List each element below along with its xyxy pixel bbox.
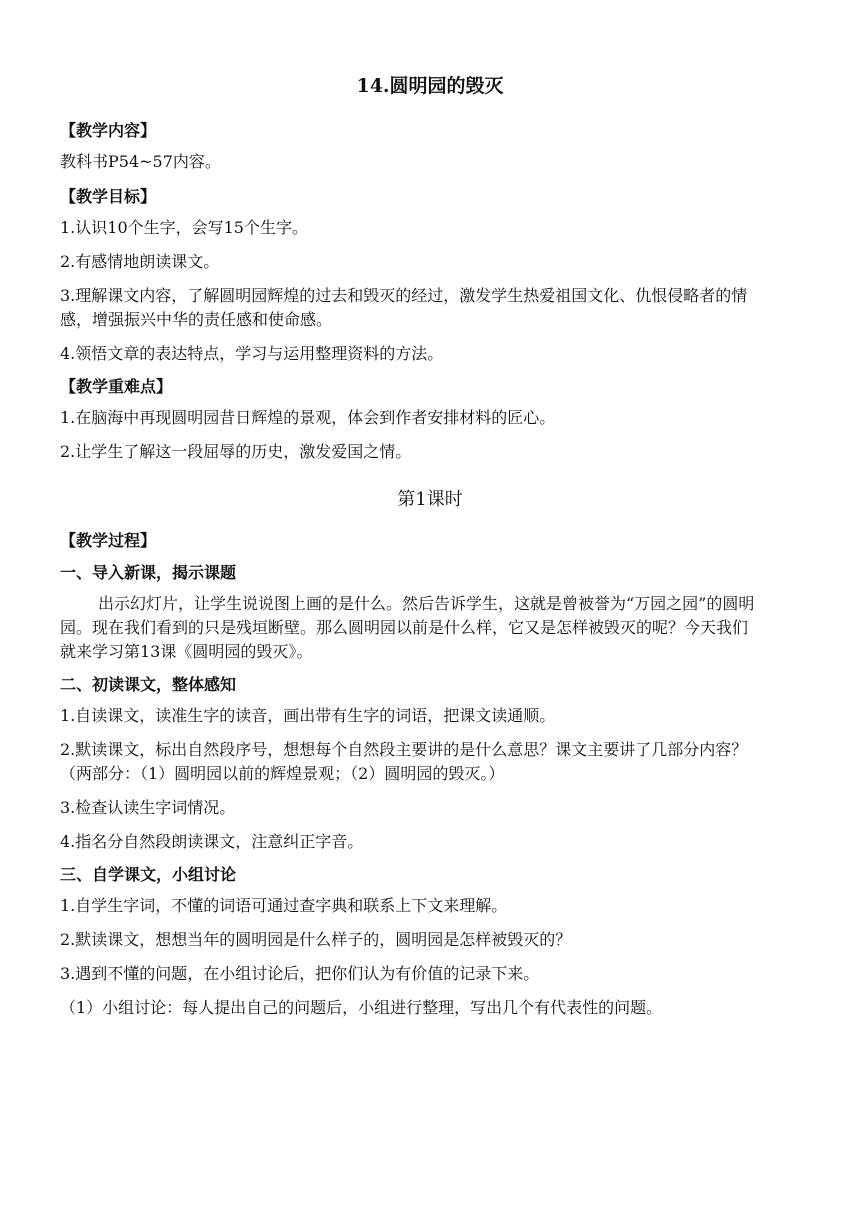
section-heading-content: 【教学内容】 [60,121,157,140]
paragraph: 教科书P54~57内容。 [60,152,221,171]
goal-item: 3.理解课文内容，了解圆明园辉煌的过去和毁灭的经过，激发学生热爱祖国文化、仇恨侵略者的情感，增强振兴中华的责任感和使命感。 [60,286,748,329]
page-title: 14.圆明园的毁灭 [356,75,504,97]
list-item: 2.默读课文，想想当年的圆明园是什么样子的，圆明园是怎样被毁灭的？ [60,930,572,949]
list-item: 4.指名分自然段朗读课文，注意纠正字音。 [60,832,364,851]
goal-item: 4.领悟文章的表达特点，学习与运用整理资料的方法。 [60,344,444,363]
list-item: 3.遇到不懂的问题，在小组讨论后，把你们认为有价值的记录下来。 [60,964,540,983]
list-item: 2.默读课文，标出自然段序号，想想每个自然段主要讲的是什么意思？课文主要讲了几部分内容？ [60,740,748,759]
part-heading-1: 一、导入新课，揭示课题 [60,563,237,582]
part-heading-3: 三、自学课文，小组讨论 [60,865,237,884]
list-item: （1）小组讨论：每人提出自己的问题后，小组进行整理，写出几个有代表性的问题。 [60,998,663,1017]
list-item-note: （两部分：（1）圆明园以前的辉煌景观；（2）圆明园的毁灭。） [60,764,505,783]
goal-item: 1.认识10个生字，会写15个生字。 [60,218,308,237]
list-item: 1.自学生字词，不懂的词语可通过查字典和联系上下文来理解。 [60,896,508,915]
list-item: 3.检查认读生字词情况。 [60,798,236,817]
part-heading-2: 二、初读课文，整体感知 [60,675,237,694]
goal-item: 2.有感情地朗读课文。 [60,252,220,271]
section-heading-goals: 【教学目标】 [60,187,157,206]
paragraph: 出示幻灯片，让学生说说图上画的是什么。然后告诉学生，这就是曾被誉为“万园之园”的圆明园。现在我们看到的只是残垣断壁。那么圆明园以前是什么样，它又是怎样被毁灭的呢？今天我们就来学习第13课《圆明园的毁灭》。 [60,594,755,661]
keypoint-item: 2.让学生了解这一段屈辱的历史，激发爱国之情。 [60,442,412,461]
lesson-subtitle: 第1课时 [397,489,463,510]
keypoint-item: 1.在脑海中再现圆明园昔日辉煌的景观，体会到作者安排材料的匠心。 [60,408,556,427]
list-item: 1.自读课文，读准生字的读音，画出带有生字的词语，把课文读通顺。 [60,706,556,725]
section-heading-process: 【教学过程】 [60,531,157,550]
section-heading-keypoints: 【教学重难点】 [60,377,173,396]
